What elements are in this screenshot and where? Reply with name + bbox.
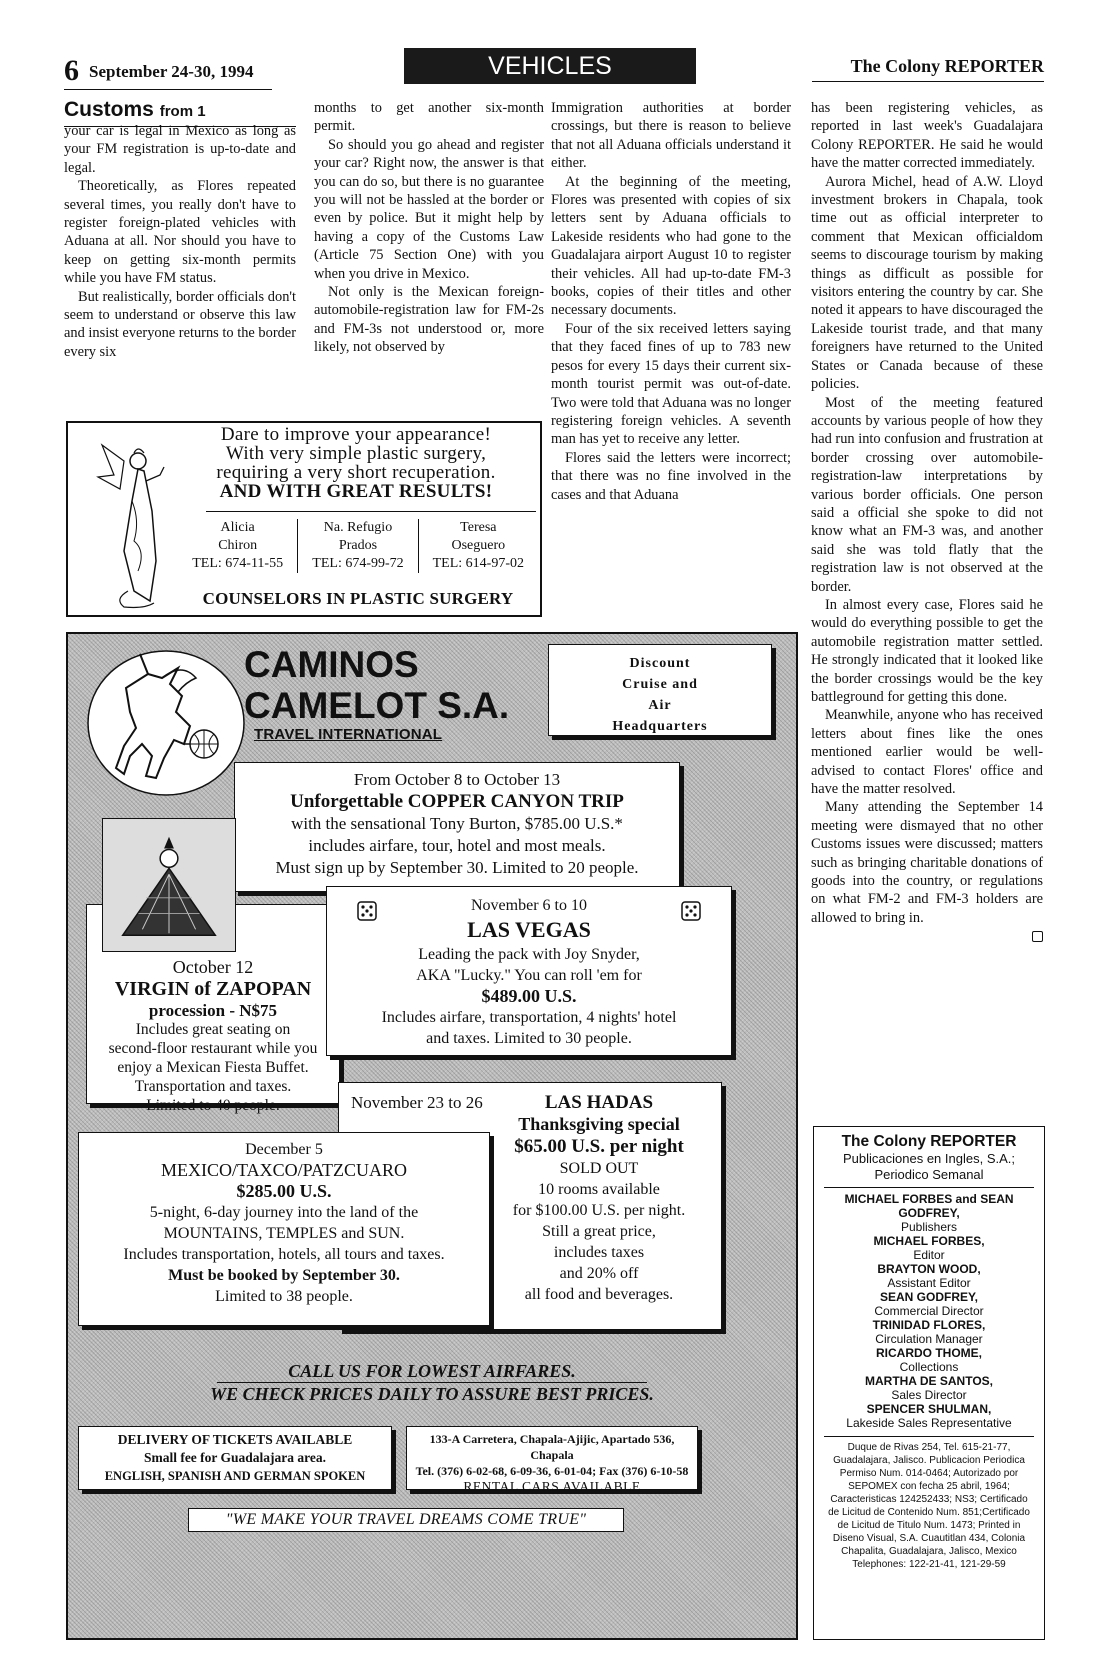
paragraph: has been registering vehicles, as reported in last week's Guadalajara Colony REPORTER. He said he would have the matter corrected immediately. [811,100,1043,172]
offer-title: MEXICO/TAXCO/PATZCUARO [161,1160,407,1180]
doctor-entry [178,519,298,573]
dice-icon [681,901,701,921]
ad-line: requiring a very short recuperation. [216,462,496,483]
offer-line: Must sign up by September 30. Limited to 20 people. [275,858,639,877]
offer-line: and 20% off [559,1265,639,1282]
publisher-line: Periodico Semanal [874,1167,984,1182]
paragraph: Four of the six received letters saying that they faced fines of up to 783 new pesos for every 15 days their current six-month tourist permit was out-of-date. Two were told that Aduana was no longer registering foreign vehicles. A seventh man has yet to receive any letter. [551,320,791,448]
copper-canyon-offer [234,762,680,892]
offer-line: all food and beverages. [524,1286,674,1303]
offer-line: for $100.00 U.S. per night. [512,1202,686,1219]
offer-line: 5-night, 6-day journey into the land of the [149,1204,419,1221]
paragraph: Flores said the letters were incorrect; that there was no fine involved in the cases and that Aduana [551,449,791,503]
paragraph: Most of the meeting featured accounts by various people of how they had run into confusion and frustration at border crossing over automobile-registration-law interpretations by various border officials. One person said a official she spoke to did not know what an FM-3 was, and another said she was told flatly that the registration law is not observed at the border. [811,394,1043,595]
offer-title: LAS VEGAS [467,917,591,942]
offer-line: Includes airfare, transportation, 4 nights' hotel [381,1009,677,1026]
offer-line: enjoy a Mexican Fiesta Buffet. [117,1059,309,1076]
offer-line: Leading the pack with Joy Snyder, [418,946,640,963]
doctor-last-name: Oseguero [451,538,506,553]
dice-icon [357,901,377,921]
offer-line: 10 rooms available [538,1181,660,1198]
discount-line: Cruise and [622,677,698,692]
divider [206,511,536,512]
agency-name [244,644,564,726]
offer-date: November 6 to 10 [471,897,587,914]
headline-text: Customs [64,98,154,121]
paragraph: Many attending the September 14 meeting were dismayed that no other Customs issues were discussed; matters such as bringing charitable donations of goods into the country, or regulations on what FM-2 and FM-3 holders are allowed to bring in. [811,799,1043,926]
article-column-2 [314,99,544,357]
taxco-offer [78,1132,490,1326]
end-of-story-icon [1032,931,1043,942]
offer-line: includes taxes [553,1244,645,1261]
publisher-line: Publicaciones en Ingles, S.A.; [843,1151,1015,1166]
offer-date: November 23 to 26 [351,1093,483,1112]
offer-line: includes airfare, tour, hotel and most meals. [308,836,606,855]
doctor-phone: TEL: 614-97-02 [432,556,524,571]
airfares-callout [68,1360,796,1405]
discount-line: Discount [629,656,691,671]
jump-line: from 1 [159,103,206,120]
paragraph: In almost every case, Flores said he would do everything possible to get the automobile registration matter settled. He strongly indicated that it looked like the border crossings would be the key battleground for getting this done. [811,596,1043,705]
offer-date: December 5 [245,1141,323,1158]
staff-title: Circulation Manager [875,1332,983,1346]
issue-date: September 24-30, 1994 [89,62,254,81]
telephones: Telephones: 122-21-41, 121-29-59 [852,1559,1006,1570]
section-banner: VEHICLES [404,48,696,84]
paragraph: your car is legal in Mexico as long as your FM registration is up-to-date and legal. [64,123,296,176]
offer-date: From October 8 to October 13 [353,770,561,789]
plastic-surgery-ad [66,421,542,617]
delivery-line: DELIVERY OF TICKETS AVAILABLE [117,1432,353,1447]
offer-line: second-floor restaurant while you [108,1040,318,1057]
staff-title: Lakeside Sales Representative [846,1416,1012,1430]
offer-price: $65.00 U.S. per night [514,1136,684,1157]
unicorn-logo-icon [86,648,246,798]
staff-title: Publishers [900,1220,958,1234]
travel-agency-ad [66,632,798,1640]
doctor-phone: TEL: 674-11-55 [192,556,284,571]
discount-box [548,644,772,736]
offer-line: Must be booked by September 30. [168,1267,400,1284]
paragraph: months to get another six-month permit. [314,100,544,135]
ad-line: With very simple plastic surgery, [225,443,487,464]
address-box [406,1426,698,1494]
agency-subtitle: TRAVEL INTERNATIONAL [254,726,443,743]
article-column-3 [551,99,791,504]
doctor-list [178,519,538,573]
offer-date: October 12 [172,957,254,977]
staff-masthead [813,1126,1045,1640]
ad-line: Dare to improve your appearance! [220,424,492,445]
callout-line: CALL US FOR LOWEST AIRFARES. [217,1360,647,1383]
offer-line: AKA "Lucky." You can roll 'em for [416,967,642,984]
doctor-last-name: Chiron [218,538,258,553]
offer-line: with the sensational Tony Burton, $785.00 U.S.* [291,814,623,833]
offer-details [489,1091,709,1305]
paragraph: Not only is the Mexican foreign-automobile-registration law for FM-2s and FM-3s not understood or, more likely, not observed by [314,284,544,356]
doctor-last-name: Prados [338,538,378,553]
paragraph: At the beginning of the meeting, Flores was presented with copies of six letters sent by Aduana officials to Lakeside residents who had gone to the Guadalajara airport August 10 to register their vehicles. All had up-to-date FM-3 books, copies of their titles and other necessary documents. [551,173,791,319]
doctor-phone: TEL: 674-99-72 [312,556,404,571]
callout-line: WE CHECK PRICES DAILY TO ASSURE BEST PRICES. [210,1384,654,1404]
offer-title: VIRGIN of ZAPOPAN [114,978,312,1000]
staff-name: MICHAEL FORBES and SEAN GODFREY, [844,1192,1014,1220]
doctor-first-name: Teresa [460,520,497,535]
offer-title: Unforgettable COPPER CANYON TRIP [290,791,624,812]
offer-line: SOLD OUT [559,1160,639,1177]
doctor-entry [419,519,538,573]
paragraph: Immigration authorities at border crossings, but there is reason to believe that not all Aduana officials understand it either. [551,100,791,172]
staff-title: Editor [913,1248,945,1262]
offer-line: Thanksgiving special [518,1114,680,1134]
offer-price: $285.00 U.S. [236,1181,332,1201]
agency-phones: Tel. (376) 6-02-68, 6-09-36, 6-01-04; Fax (376) 6-10-58 [415,1464,689,1478]
staff-name: TRINIDAD FLORES, [872,1318,986,1332]
article-column-1 [64,122,296,361]
agency-name-line1: CAMINOS [244,644,419,685]
agency-slogan: "WE MAKE YOUR TRAVEL DREAMS COME TRUE" [188,1508,624,1532]
agency-name-line2: CAMELOT S.A. [244,685,510,726]
discount-line: Headquarters [612,719,708,734]
agency-address: 133-A Carretera, Chapala-Ajijic, Apartado 536, Chapala [429,1432,675,1462]
ad-footer: COUNSELORS IN PLASTIC SURGERY [202,589,514,608]
delivery-box [78,1426,392,1490]
offer-line: Transportation and taxes. [134,1078,292,1095]
staff-name: RICARDO THOME, [876,1346,982,1360]
legal-text: Duque de Rivas 254, Tel. 615-21-77, Guadalajara, Jalisco. Publicacion Periodica Permiso Num. 014-0464; Autorizado por SEPOMEX con fecha 25 abril, 1964; Caracteristicas 124252433; NS3; Certificado de Licitud de Contenido Num. 851;Certificado de Licitud de Titulo Num. 1473; Printed in Diseno Visual, S.A. Cuautitlan 434, Colonia Chapalita, Guadalajara, Jalisco, Mexico [828,1442,1030,1557]
offer-title: LAS HADAS [544,1092,654,1113]
offer-line: Limited to 40 people. [146,1097,280,1114]
paper-name: The Colony REPORTER [841,1133,1017,1150]
page-number: 6 [64,54,79,87]
staff-title: Commercial Director [874,1304,984,1318]
discount-line: Air [648,698,672,713]
delivery-line: Small fee for Guadalajara area. [143,1450,327,1465]
las-vegas-offer [326,886,732,1056]
offer-line: Includes transportation, hotels, all tours and taxes. [123,1246,445,1263]
ad-line: AND WITH GREAT RESULTS! [219,481,493,502]
paper-name: The Colony REPORTER [812,56,1044,82]
staff-name: SPENCER SHULMAN, [866,1402,992,1416]
doctor-entry [298,519,418,573]
page-date-header [64,54,272,90]
paragraph: Meanwhile, anyone who has received letters about fines like the ones mentioned earlier would be well-advised to contact Flores' office and have the matter resolved. [811,707,1043,798]
doctor-first-name: Na. Refugio [323,520,393,535]
staff-roles [824,1188,1034,1437]
staff-title: Assistant Editor [887,1276,971,1290]
offer-line: and taxes. Limited to 30 people. [426,1030,632,1047]
staff-name: SEAN GODFREY, [879,1290,978,1304]
virgin-zapopan-offer [86,904,340,1114]
ad-tagline [178,425,534,501]
paragraph: So should you go ahead and register your car? Right now, the answer is that you can do so, but there is no guarantee you will not be hassled at the border or even by police. But it might help by having a copy of the Customs Law (Article 75 Section One) with you when you drive in Mexico. [314,136,544,282]
staff-title: Sales Director [891,1388,967,1402]
offer-line: Limited to 38 people. [215,1288,353,1305]
publisher-info [824,1151,1034,1188]
offer-price: procession - N$75 [148,1001,278,1020]
legal-notice [814,1437,1044,1575]
staff-name: MARTHA DE SANTOS, [864,1374,993,1388]
doctor-first-name: Alicia [220,520,255,535]
delivery-line: ENGLISH, SPANISH AND GERMAN SPOKEN [104,1469,366,1483]
staff-name: BRAYTON WOOD, [877,1262,981,1276]
rental-cars-line: RENTAL CARS AVAILABLE [463,1479,641,1494]
offer-line: Includes great seating on [135,1021,291,1038]
staff-name: MICHAEL FORBES, [873,1234,985,1248]
offer-price: $489.00 U.S. [481,986,577,1006]
paragraph: Aurora Michel, head of A.W. Lloyd investment brokers in Chapala, took time out as official interpreter to comment that Mexican officialdom seems to discourage tourism by making things as difficult as possible for visitors entering the country by car. She noted it appears to have discouraged the Lakeside tourist trade, and that many foreigners have returned to the United States or Canada because of these policies. [811,173,1043,393]
staff-title: Collections [899,1360,959,1374]
paragraph: But realistically, border officials don't seem to understand or observe this law and insist everyone returns to the border every six [64,288,296,360]
offer-line: MOUNTAINS, TEMPLES and SUN. [163,1225,405,1242]
offer-line: Still a great price, [542,1223,656,1240]
paragraph: Theoretically, as Flores repeated several times, you really don't have to register foreign-plated vehicles with Aduana at all. Nor should you have to keep on getting six-month permits while you have FM status. [64,178,296,287]
article-column-4 [811,99,1043,942]
